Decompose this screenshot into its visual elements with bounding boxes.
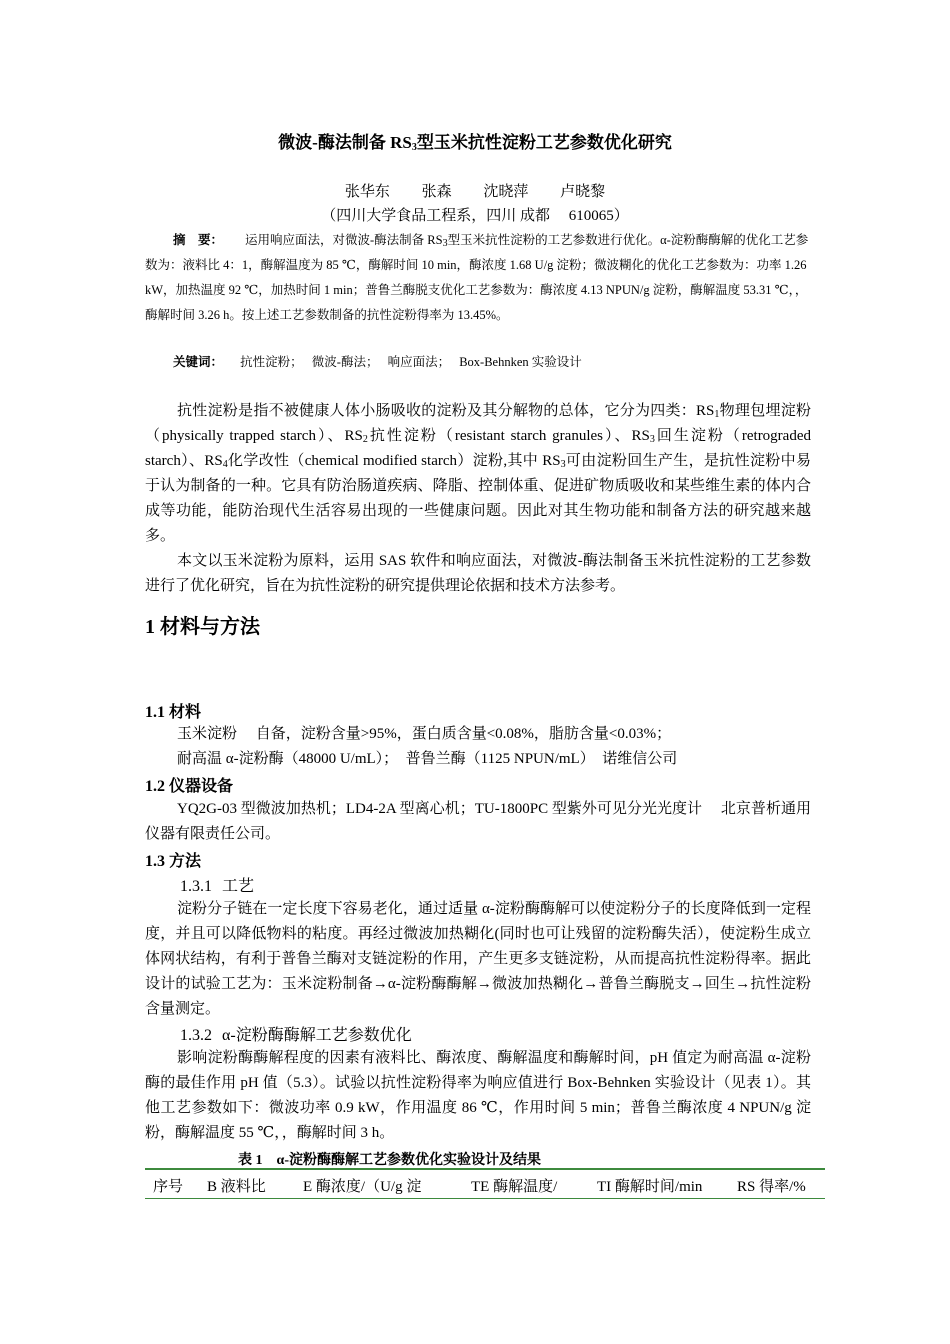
table-header-cell: E 酶浓度/（U/g 淀 — [303, 1179, 422, 1195]
materials-line-1: 玉米淀粉 自备，淀粉含量>95%，蛋白质含量<0.08%，脂肪含量<0.03%； — [177, 726, 672, 742]
keyword: 微波-酶法； — [311, 355, 379, 369]
keyword: 响应面法； — [387, 355, 451, 369]
intro-paragraph-1: 抗性淀粉是指不被健康人体小肠吸收的淀粉及其分解物的总体，它分为四类：$RS_1$物理包埋淀粉（physically trapped starch）、$RS_2$抗性淀粉（resistant starch granules）、$RS_3$回生淀粉（retrograded starch）、$RS_4$化学改性（chemical modified starch）淀粉,其中 $RS_3$可由淀粉回生产生，是抗性淀粉中易于认为制备的一种。它具有防治肠道疾病、降脂、控制体重、促进矿物质吸收和某些维生素的体内合成等功能，能防治现代生活容易出现的一些健康问题。因此对其生物功能和制备方法的研究越来越多。 — [145, 403, 811, 544]
paper-title: 微波-酶法制备 $RS_3$型玉米抗性淀粉工艺参数优化研究 — [278, 133, 672, 153]
author: 张森 — [421, 184, 452, 200]
materials-line-2: 耐高温 α-淀粉酶（48000 U/mL）； 普鲁兰酶（1125 NPUN/mL） 诺维信公司 — [177, 751, 678, 767]
abstract: 摘 要： 运用响应面法，对微波-酶法制备 $RS_3$型玉米抗性淀粉的工艺参数进行优化。α-淀粉酶酶解的优化工艺参数为：液料比 4：1，酶解温度为 85 ℃，酶解时间 10 min，酶浓度 1.68 U/g 淀粉；微波糊化的优化工艺参数为：功率 1.26 kW，加热温度 92 ℃，加热时间 1 min；普鲁兰酶脱支优化工艺参数为：酶浓度 4.13 NPUN/g 淀粉，酶解温度 53.31 ℃，，酶解时间 3.26 h。按上述工艺参数制备的抗性淀粉得率为 13.45%。 — [145, 233, 809, 322]
table-header-cell: TI 酶解时间/min — [597, 1179, 703, 1195]
table-header-cell: TE 酶解温度/ — [471, 1179, 558, 1195]
affiliation: （四川大学食品工程系，四川 成都 610065） — [321, 208, 629, 224]
section-heading: 1 材料与方法 — [145, 616, 260, 638]
table-header-row — [145, 1175, 825, 1197]
keywords-label: 关键词： — [173, 355, 224, 369]
intro-paragraph-2: 本文以玉米淀粉为原料，运用 SAS 软件和响应面法，对微波-酶法制备玉米抗性淀粉的工艺参数进行了优化研究，旨在为抗性淀粉的研究提供理论依据和技术方法参考。 — [145, 553, 811, 594]
subsubsection-heading: 1.3.1 工艺 — [180, 878, 255, 895]
process-paragraph: 淀粉分子链在一定长度下容易老化，通过适量 α-淀粉酶酶解可以使淀粉分子的长度降低到一定程度，并且可以降低物料的粘度。再经过微波加热糊化(同时也可让残留的淀粉酶失活），使淀粉生成立体网状结构，有利于普鲁兰酶对支链淀粉的作用，产生更多支链淀粉，从而提高抗性淀粉得率。据此设计的试验工艺为：玉米淀粉制备→α-淀粉酶酶解→微波加热糊化→普鲁兰酶脱支→回生→抗性淀粉含量测定。 — [145, 901, 811, 1017]
table-header-cell: 序号 — [153, 1179, 184, 1195]
keywords — [145, 350, 811, 374]
author: 张华东 — [344, 184, 390, 200]
subsection-heading: 1.3 方法 — [145, 853, 202, 870]
optimization-paragraph: 影响淀粉酶酶解程度的因素有液料比、酶浓度、酶解温度和酶解时间，pH 值定为耐高温 α-淀粉酶的最佳作用 pH 值（5.3）。试验以抗性淀粉得率为响应值进行 Box-Behnken 实验设计（见表 1）。其他工艺参数如下：微波功率 0.9 kW，作用温度 86 ℃，作用时间 5 min；普鲁兰酶浓度 4 NPUN/g 淀粉，酶解温度 55 ℃，，酶解时间 3 h。 — [145, 1050, 811, 1141]
subsection-heading: 1.2 仪器设备 — [145, 778, 234, 795]
subsubsection-heading: 1.3.2 α-淀粉酶酶解工艺参数优化 — [180, 1027, 412, 1044]
author: 卢晓黎 — [560, 184, 606, 200]
table-caption: 表 1 α-淀粉酶酶解工艺参数优化实验设计及结果 — [238, 1153, 541, 1168]
keyword: Box-Behnken 实验设计 — [459, 355, 582, 369]
table-top-rule — [145, 1168, 825, 1170]
keyword: 抗性淀粉； — [240, 355, 303, 369]
abstract-label: 摘 要： — [173, 233, 224, 247]
author: 沈晓萍 — [483, 184, 529, 200]
author-list — [0, 180, 950, 201]
subsection-heading: 1.1 材料 — [145, 704, 202, 721]
equipment-paragraph: YQ2G-03 型微波加热机；LD4-2A 型离心机；TU-1800PC 型紫外可见分光光度计 北京普析通用仪器有限责任公司。 — [145, 801, 811, 842]
table-header-rule — [145, 1198, 825, 1199]
table-header-cell: B 液料比 — [207, 1179, 266, 1195]
table-header-cell: RS 得率/% — [737, 1179, 806, 1195]
